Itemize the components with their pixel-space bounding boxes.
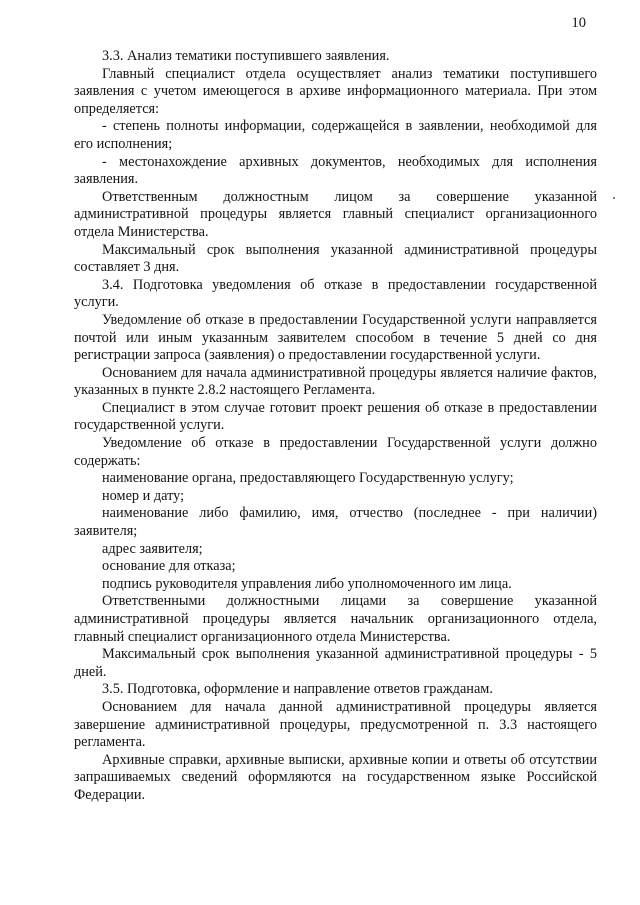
list-item: - местонахождение архивных документов, необходимых для исполнения заявления.: [74, 153, 597, 188]
list-item: наименование либо фамилию, имя, отчество (последнее - при наличии) заявителя;: [74, 505, 597, 540]
section-3-5-heading: 3.5. Подготовка, оформление и направление ответов гражданам.: [102, 681, 493, 698]
paragraph: Архивные справки, архивные выписки, архивные копии и ответы об отсутствии запрашиваемых сведений оформляются на государственном языке Российской Федерации.: [74, 751, 597, 803]
paragraph: Специалист в этом случае готовит проект решения об отказе в предоставлении государственной услуги.: [74, 399, 597, 434]
paragraph: Ответственными должностными лицами за совершение указанной административной процедуры является начальник организационного отдела, главный специалист организационного отдела Министерства.: [74, 593, 597, 645]
paragraph: Главный специалист отдела осуществляет анализ тематики поступившего заявления с учетом имеющегося в архиве информационного материала. При этом определяется:: [74, 65, 597, 117]
paragraph: Уведомление об отказе в предоставлении Государственной услуги должно содержать:: [74, 435, 597, 469]
list-item: подпись руководителя управления либо уполномоченного им лица.: [102, 575, 512, 592]
list-item: - степень полноты информации, содержащейся в заявлении, необходимой для его исполнения;: [74, 118, 597, 152]
document-body: [74, 48, 597, 805]
section-3-4-heading: 3.4. Подготовка уведомления об отказе в предоставлении государственной услуги.: [74, 276, 597, 311]
list-item: номер и дату;: [102, 487, 185, 504]
paragraph: Основанием для начала административной процедуры является наличие фактов, указанных в пункте 2.8.2 настоящего Регламента.: [74, 364, 597, 399]
paragraph: Уведомление об отказе в предоставлении Государственной услуги направляется почтой или иным указанным заявителем способом в течение 5 дней со дня регистрации запроса (заявления) о предоставлении государственной услуги.: [74, 311, 597, 364]
paragraph: Максимальный срок выполнения указанной административной процедуры - 5 дней.: [74, 646, 597, 680]
list-item: основание для отказа;: [102, 558, 236, 575]
paragraph: Ответственным должностным лицом за совершение указанной административной процедуры является главный специалист организационного отдела Министерства.: [74, 188, 597, 240]
paragraph: Основанием для начала данной административной процедуры является завершение административной процедуры, предусмотренной п. 3.3 настоящего регламента.: [74, 698, 597, 751]
scan-speck: [613, 197, 615, 199]
page-number: 10: [571, 15, 586, 31]
paragraph: Максимальный срок выполнения указанной административной процедуры составляет 3 дня.: [74, 241, 597, 276]
list-item: адрес заявителя;: [102, 540, 203, 557]
list-item: наименование органа, предоставляющего Государственную услугу;: [102, 470, 514, 487]
section-3-3-heading: 3.3. Анализ тематики поступившего заявления.: [102, 48, 390, 64]
